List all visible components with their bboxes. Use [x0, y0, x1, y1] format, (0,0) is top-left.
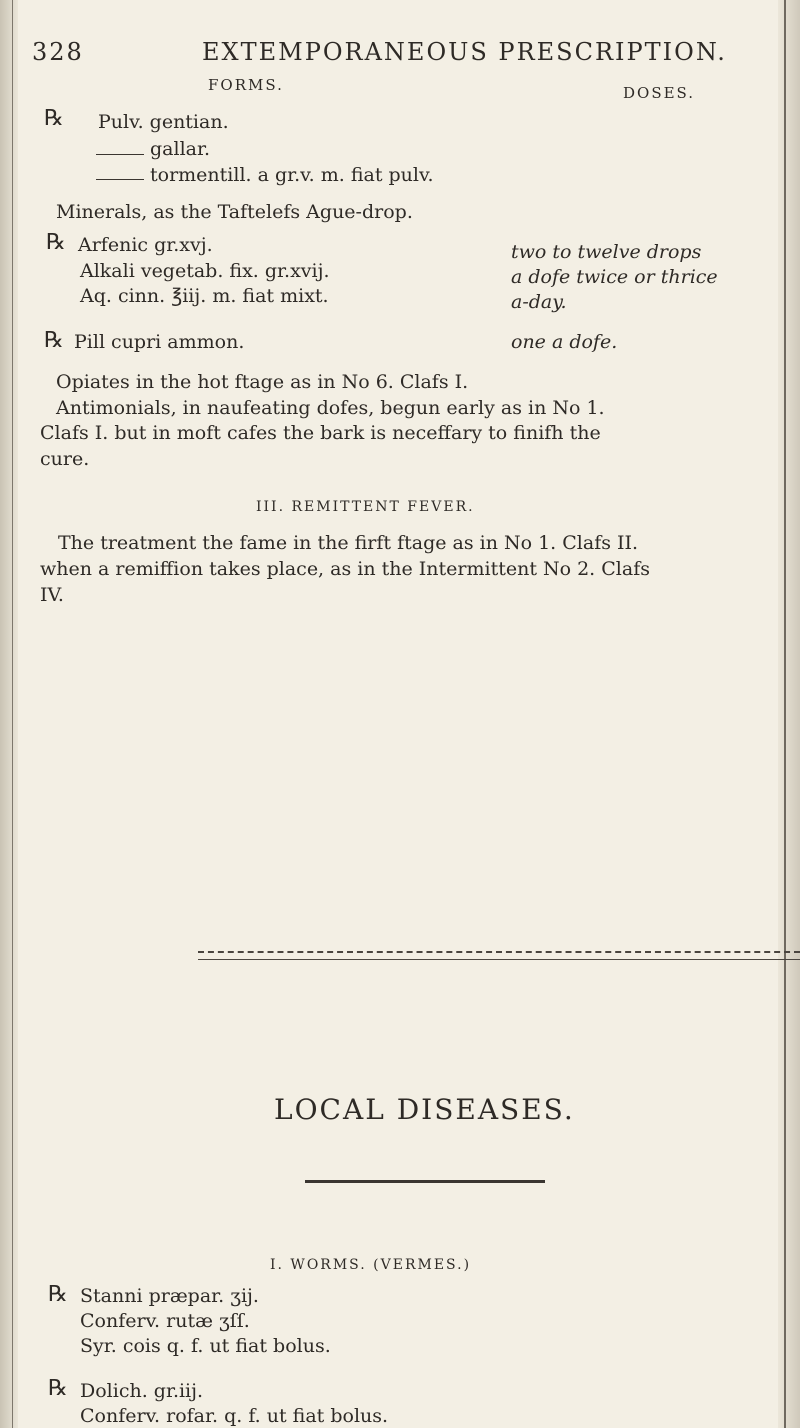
rx-symbol: ℞: [48, 1376, 68, 1401]
rx4-line1: Stanni præpar. ʒij.: [80, 1285, 259, 1307]
rx-symbol: ℞: [44, 328, 64, 353]
paragraph-line: Antimonials, in naufeating dofes, begun early as in No 1.: [56, 397, 605, 419]
rx1-line2: gallar.: [150, 138, 211, 160]
rx2-line1: Arfenic gr.xvj.: [78, 234, 213, 256]
rx3-line: Pill cupri ammon.: [74, 331, 245, 353]
rx4-line3: Syr. cois q. f. ut fiat bolus.: [80, 1335, 331, 1357]
section-title-remittent-fever: III. REMITTENT FEVER.: [256, 499, 475, 515]
forms-column-heading: FORMS.: [208, 76, 284, 94]
running-title: EXTEMPORANEOUS PRESCRIPTION.: [202, 38, 727, 66]
section-title-worms: I. WORMS. (VERMES.): [270, 1257, 472, 1273]
paragraph-line: IV.: [40, 584, 64, 606]
rx4-line2: Conferv. rutæ ʒſſ.: [80, 1310, 250, 1332]
rx-symbol: ℞: [44, 106, 64, 131]
double-rule-divider: [198, 951, 800, 960]
rx5-line2: Conferv. rofar. q. f. ut fiat bolus.: [80, 1405, 389, 1427]
doses-column-heading: DOSES.: [623, 84, 696, 102]
rx1-line3: tormentill. a gr.v. m. fiat pulv.: [150, 164, 434, 186]
rx2-line3: Aq. cinn. ℥iij. m. fiat mixt.: [80, 285, 329, 307]
rx-symbol: ℞: [46, 230, 66, 255]
page-number: 328: [32, 38, 84, 66]
heading-rule: [305, 1180, 545, 1183]
paragraph-line: The treatment the fame in the firft ftage as in No 1. Clafs II.: [58, 532, 639, 554]
rx3-dose: one a dofe.: [511, 331, 618, 353]
left-page-edge: [0, 0, 18, 1428]
ditto-dash: [96, 154, 144, 155]
paragraph-line: Clafs I. but in moft cafes the bark is neceffary to finifh the: [40, 422, 601, 444]
main-heading-local-diseases: LOCAL DISEASES.: [274, 1093, 575, 1126]
rx2-dose-line1: two to twelve drops: [511, 241, 702, 263]
minerals-note: Minerals, as the Taftelefs Ague-drop.: [56, 201, 413, 223]
paragraph-line: cure.: [40, 448, 90, 470]
rx2-dose-line2: a dofe twice or thrice: [511, 266, 718, 288]
right-page-edge: [778, 0, 800, 1428]
ditto-dash: [96, 179, 144, 180]
rx1-line1: Pulv. gentian.: [98, 111, 229, 133]
paragraph-line: when a remiffion takes place, as in the Intermittent No 2. Clafs: [40, 558, 650, 580]
rx2-line2: Alkali vegetab. fix. gr.xvij.: [80, 260, 330, 282]
rx-symbol: ℞: [48, 1282, 68, 1307]
paragraph-line: Opiates in the hot ftage as in No 6. Clafs I.: [56, 371, 469, 393]
rx5-line1: Dolich. gr.iij.: [80, 1380, 204, 1402]
rx2-dose-line3: a-day.: [511, 291, 567, 313]
